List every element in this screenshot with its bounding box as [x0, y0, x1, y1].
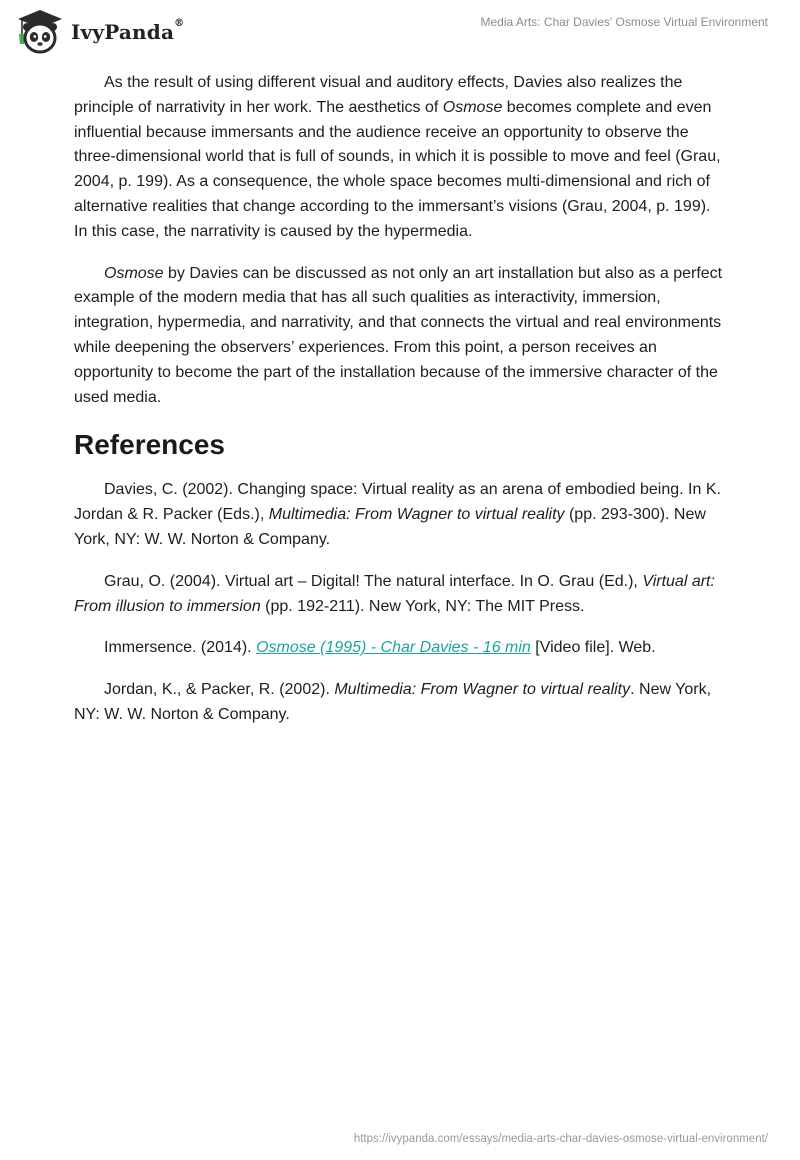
reference-item: Jordan, K., & Packer, R. (2002). Multimedia: From Wagner to virtual reality. New York, NY: W. W. Norton & Company. — [74, 681, 712, 723]
reference-item: Davies, C. (2002). Changing space: Virtual reality as an arena of embodied being. In K. Jordan & R. Packer (Eds.), Multimedia: From Wagner to virtual reality (pp. 293-300). New York, NY: W. W. Norton & Company. — [74, 481, 721, 548]
document-title-header: Media Arts: Char Davies' Osmose Virtual Environment — [480, 15, 768, 29]
page-url-footer: https://ivypanda.com/essays/media-arts-char-davies-osmose-virtual-environment/ — [353, 1133, 768, 1145]
reference-item: Immersence. (2014). Osmose (1995) - Char Davies - 16 min [Video file]. Web. — [104, 639, 656, 657]
references-heading: References — [74, 429, 225, 461]
reference-item: Grau, O. (2004). Virtual art – Digital! The natural interface. In O. Grau (Ed.), Virtual art: From illusion to immersion (pp. 192-211). New York, NY: The MIT Press. — [74, 572, 715, 615]
panda-graduate-icon — [14, 8, 66, 56]
body-paragraph: Osmose by Davies can be discussed as not only an art installation but also as a perfect example of the modern media that has all such qualities as interactivity, immersion, integration, hypermedia, and narrativity, and that connects the virtual and real environments while deepening the observers’ experiences. From this point, a person receives an opportunity to become the part of the installation because of the immersive character of the used media. — [74, 264, 723, 406]
body-paragraph: As the result of using different visual and auditory effects, Davies also realizes the principle of narrativity in her work. The aesthetics of Osmose becomes complete and even influential because immersants and the audience receive an opportunity to observe the three-dimensional world that is full of sounds, in which it is possible to move and feel (Grau, 2004, p. 199). As a consequence, the whole space becomes multi-dimensional and rich of alternative realities that change according to the immersant’s visions (Grau, 2004, p. 199). In this case, the narrativity is caused by the hypermedia. — [74, 74, 721, 240]
video-reference-link[interactable]: Osmose (1995) - Char Davies - 16 min — [256, 639, 531, 657]
ivypanda-logo[interactable] — [14, 8, 184, 56]
logo-wordmark: IvyPanda® — [71, 18, 185, 44]
essay-content — [74, 71, 726, 745]
